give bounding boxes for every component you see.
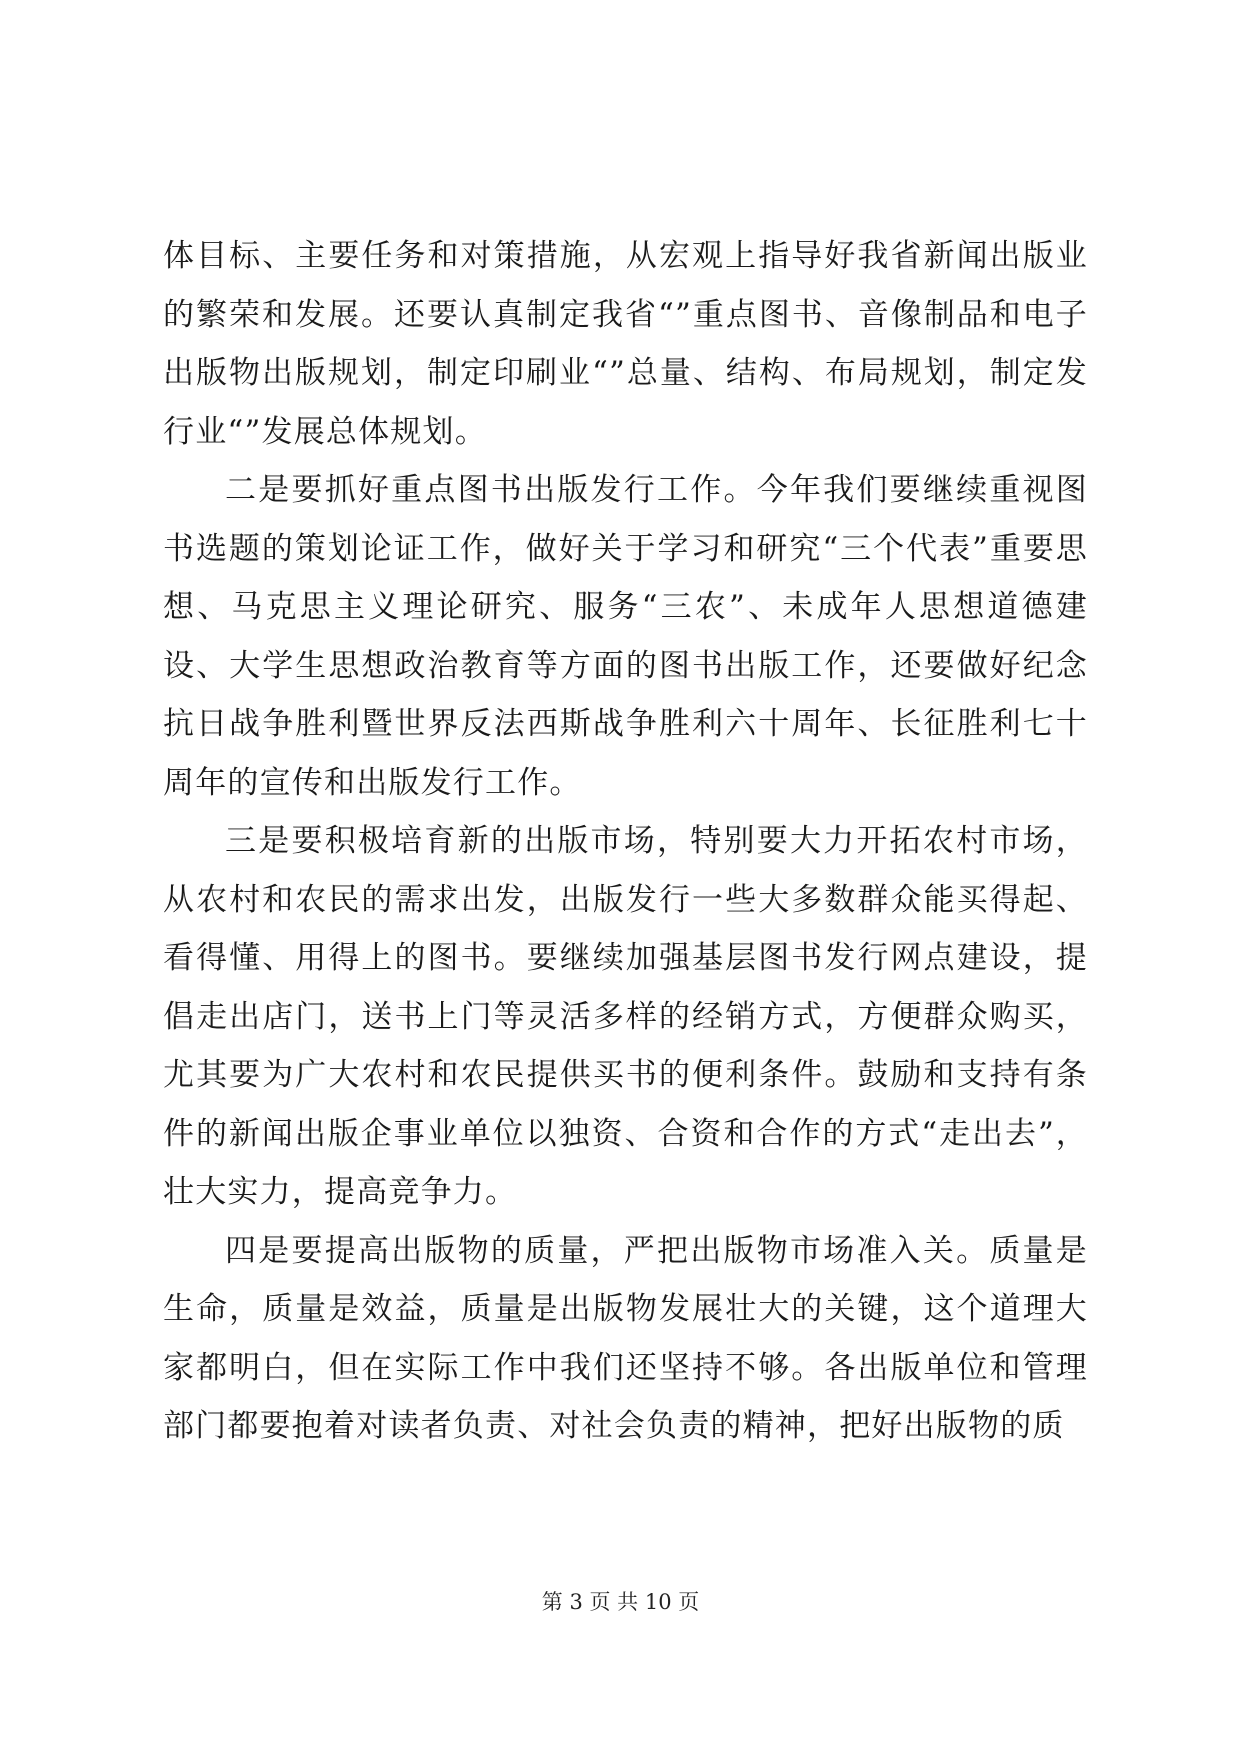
paragraph-3: 三是要积极培育新的出版市场，特别要大力开拓农村市场，从农村和农民的需求出发，出版发行一些大多数群众能买得起、看得懂、用得上的图书。要继续加强基层图书发行网点建设，提倡走出店门，送书上门等灵活多样的经销方式，方便群众购买，尤其要为广大农村和农民提供买书的便利条件。鼓励和支持有条件的新闻出版企事业单位以独资、合资和合作的方式“走出去”，壮大实力，提高竞争力。: [163, 823, 1088, 1210]
paragraph-2: 二是要抓好重点图书出版发行工作。今年我们要继续重视图书选题的策划论证工作，做好关于学习和研究“三个代表”重要思想、马克思主义理论研究、服务“三农”、未成年人思想道德建设、大学生思想政治教育等方面的图书出版工作，还要做好纪念抗日战争胜利暨世界反法西斯战争胜利六十周年、长征胜利七十周年的宣传和出版发行工作。: [163, 472, 1088, 801]
paragraph-4: 四是要提高出版物的质量，严把出版物市场准入关。质量是生命，质量是效益，质量是出版物发展壮大的关键，这个道理大家都明白，但在实际工作中我们还坚持不够。各出版单位和管理部门都要抱着对读者负责、对社会负责的精神，把好出版物的质: [163, 1232, 1088, 1444]
page-number-footer: 第 3 页 共 10 页: [541, 1590, 700, 1614]
paragraph-1: 体目标、主要任务和对策措施，从宏观上指导好我省新闻出版业的繁荣和发展。还要认真制定我省“”重点图书、音像制品和电子出版物出版规划，制定印刷业“”总量、结构、布局规划，制定发行业“”发展总体规划。: [163, 238, 1088, 450]
document-body: [163, 227, 1088, 1456]
